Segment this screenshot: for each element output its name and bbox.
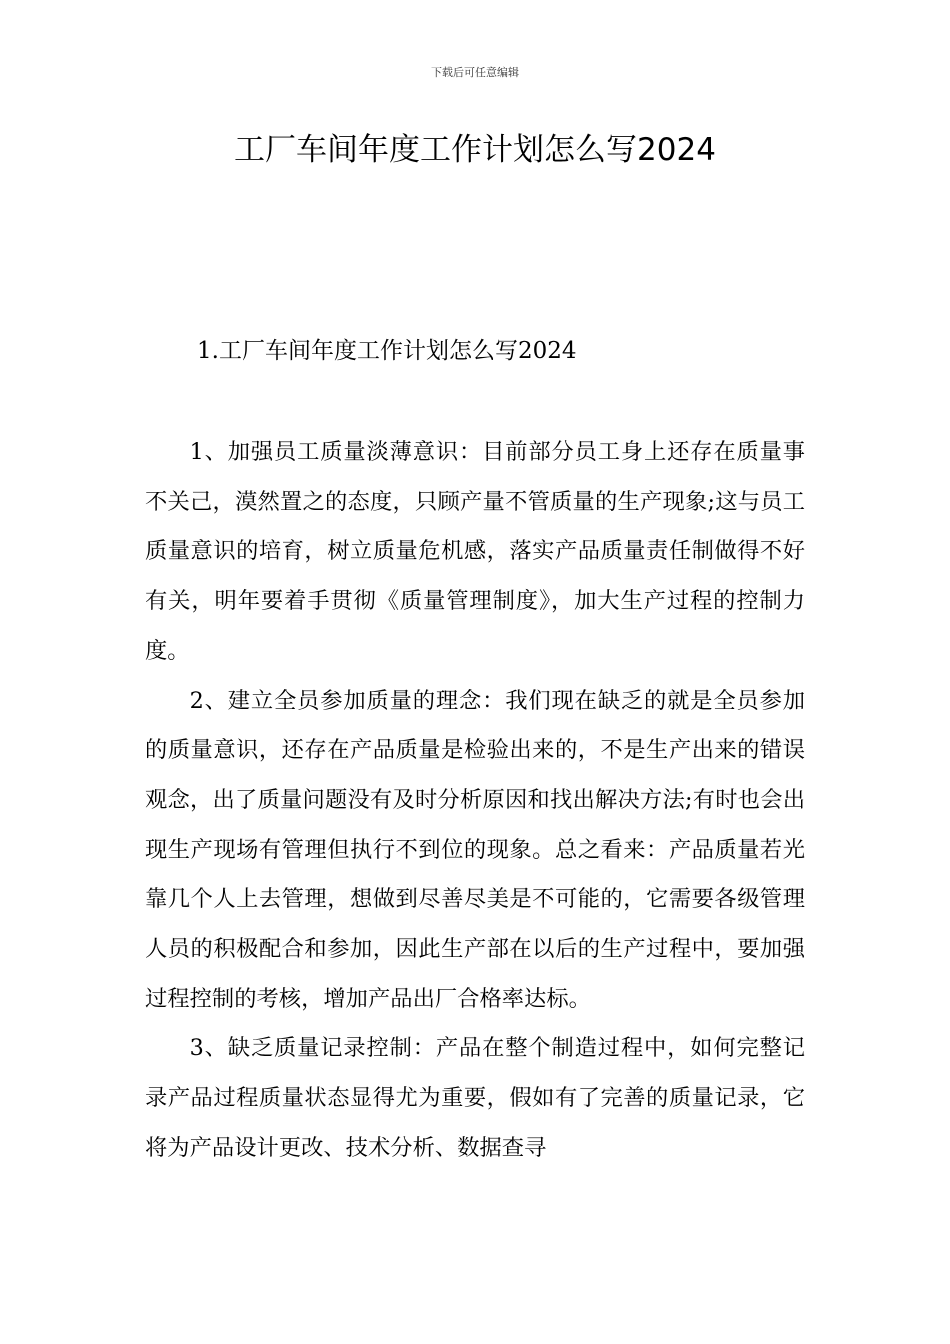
header-note: 下载后可任意编辑 bbox=[431, 66, 519, 79]
document-body bbox=[145, 428, 805, 1174]
paragraph-2: 2、建立全员参加质量的理念：我们现在缺乏的就是全员参加的质量意识，还存在产品质量是检验出来的，不是生产出来的错误观念，出了质量问题没有及时分析原因和找出解决方法;有时也会出现生产现场有管理但执行不到位的现象。总之看来：产品质量若光靠几个人上去管理，想做到尽善尽美是不可能的，它需要各级管理人员的积极配合和参加，因此生产部在以后的生产过程中，要加强过程控制的考核，增加产品出厂合格率达标。 bbox=[145, 687, 805, 1012]
paragraph-1: 1、加强员工质量淡薄意识：目前部分员工身上还存在质量事不关己，漠然置之的态度，只顾产量不管质量的生产现象;这与员工质量意识的培育，树立质量危机感，落实产品质量责任制做得不好有关，明年要着手贯彻《质量管理制度》，加大生产过程的控制力度。 bbox=[145, 439, 805, 664]
document-title: 工厂车间年度工作计划怎么写2024 bbox=[234, 132, 716, 168]
section-heading: 1.工厂车间年度工作计划怎么写2024 bbox=[197, 338, 577, 364]
paragraph-3: 3、缺乏质量记录控制：产品在整个制造过程中，如何完整记录产品过程质量状态显得尤为重要，假如有了完善的质量记录，它将为产品设计更改、技术分析、数据查寻 bbox=[145, 1035, 805, 1161]
